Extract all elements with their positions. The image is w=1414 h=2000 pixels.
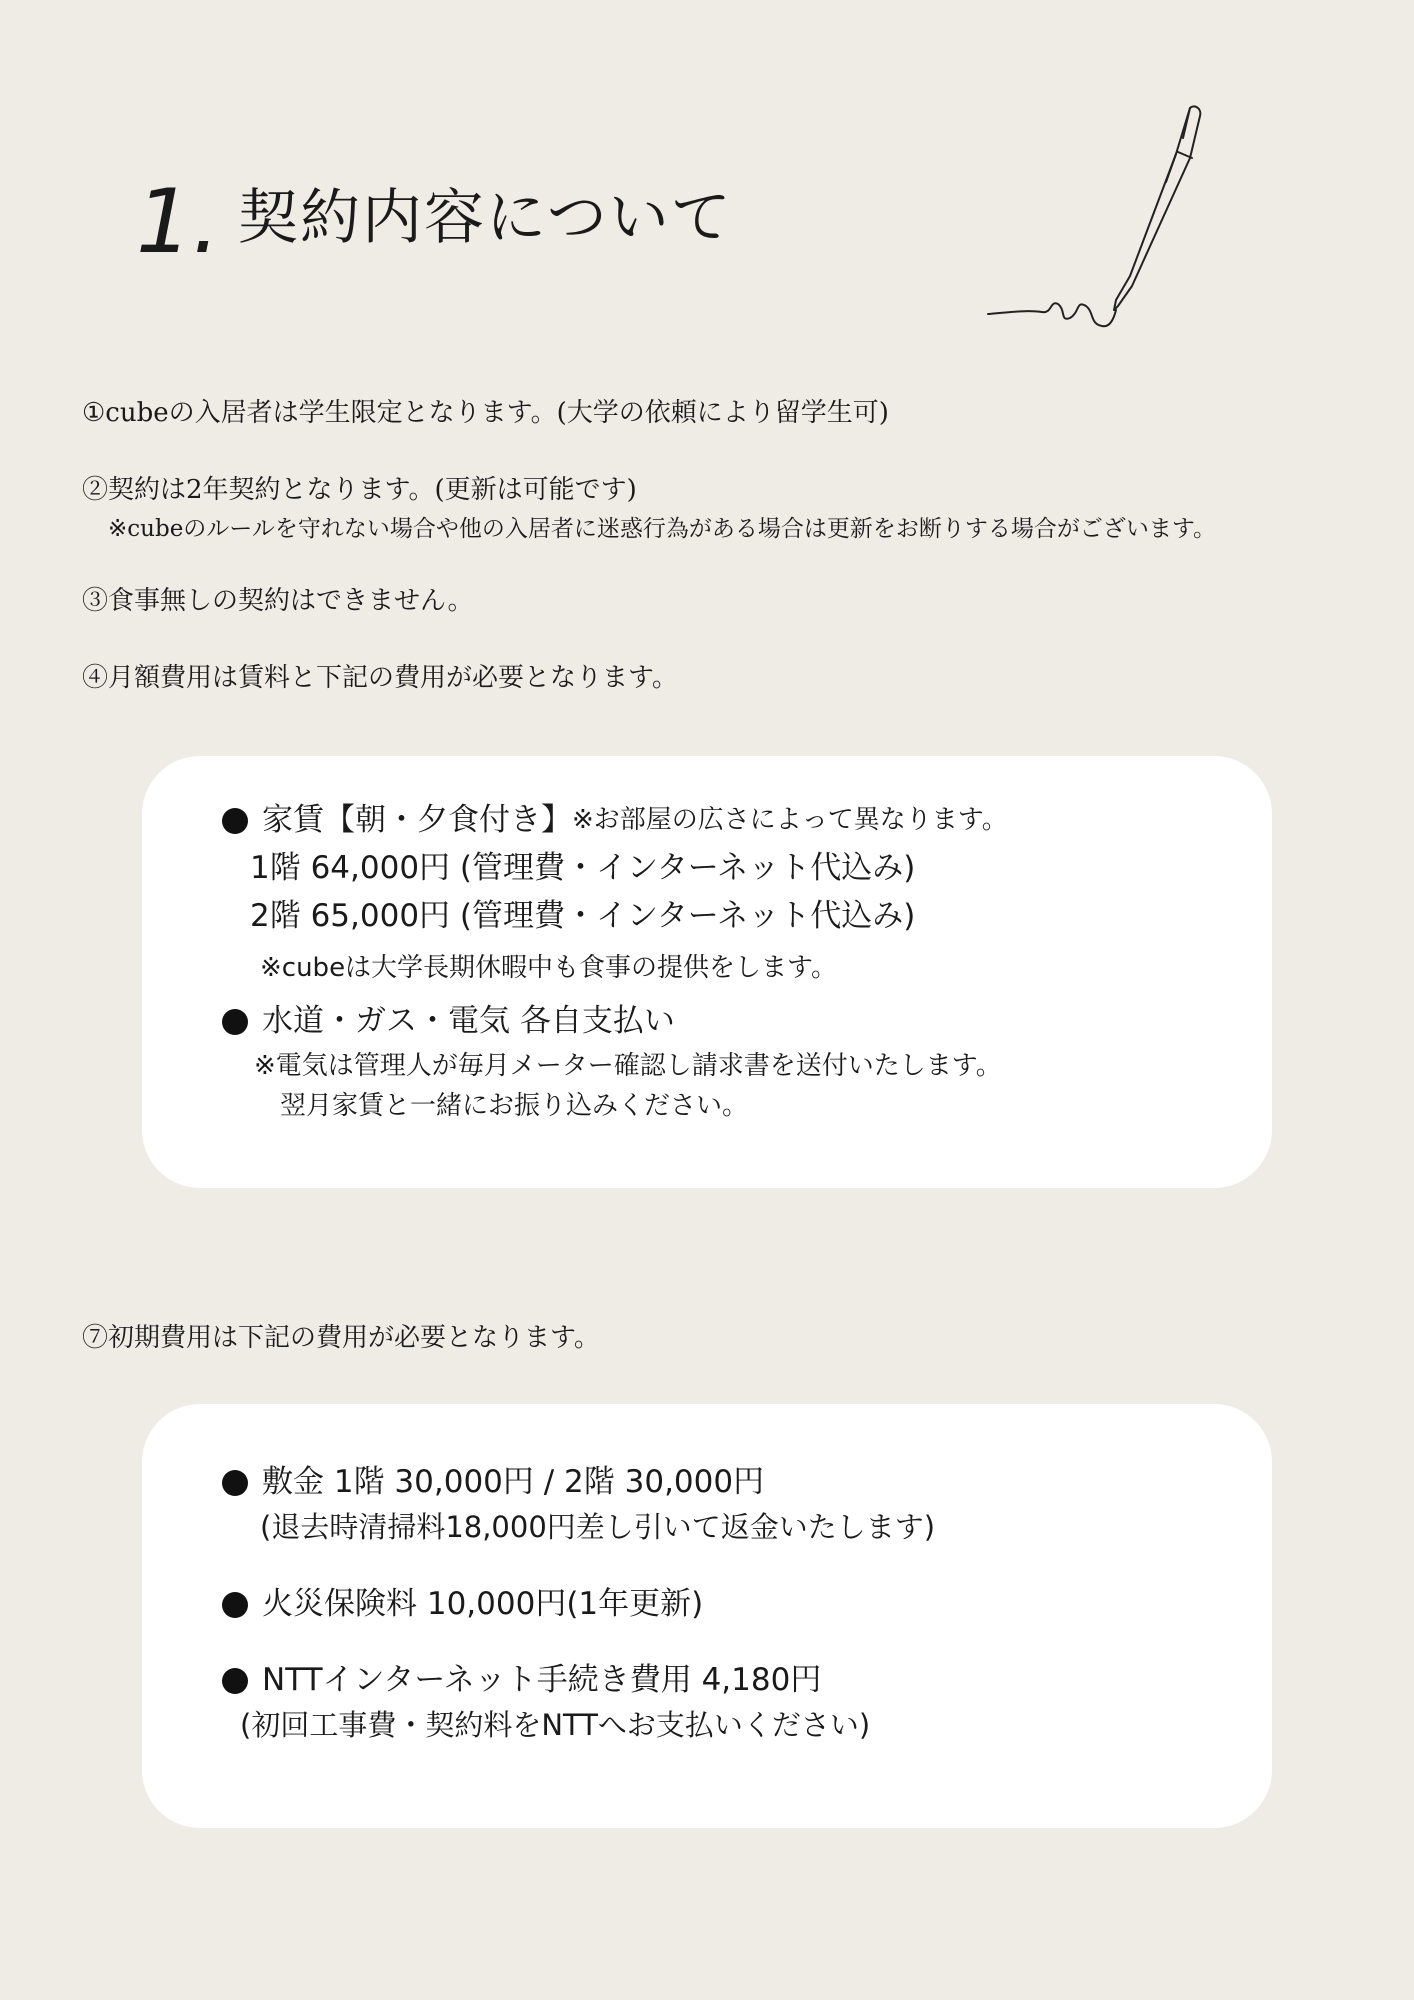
- rent-floor-1: 1階 64,000円 (管理費・インターネット代込み): [250, 850, 916, 886]
- bullet-icon: [222, 808, 248, 834]
- pen-icon: [980, 100, 1230, 350]
- ntt-note: (初回工事費・契約料をNTTへお支払いください): [240, 1708, 871, 1742]
- item-3: ③食事無しの契約はできません。: [82, 586, 474, 616]
- vacation-note: ※cubeは大学長期休暇中も食事の提供をします。: [260, 953, 837, 983]
- rent-floor-2: 2階 65,000円 (管理費・インターネット代込み): [250, 898, 916, 934]
- deposit-row: [222, 1464, 764, 1501]
- item-2-note: ※cubeのルールを守れない場合や他の入居者に迷惑行為がある場合は更新をお断りする場合がございます。: [108, 516, 1217, 542]
- deposit-label: 敷金 1階 30,000円 / 2階 30,000円: [262, 1464, 765, 1500]
- utilities-row: [222, 1003, 675, 1040]
- section-title: 契約内容について: [238, 183, 733, 253]
- item-7: ⑦初期費用は下記の費用が必要となります。: [82, 1323, 600, 1353]
- bullet-icon: [222, 1592, 248, 1618]
- electric-note-2: 翌月家賃と一緒にお振り込みください。: [280, 1091, 749, 1121]
- monthly-costs-panel: [142, 756, 1272, 1188]
- bullet-icon: [222, 1009, 248, 1035]
- rent-label: 家賃【朝・夕食付き】: [262, 802, 572, 838]
- bullet-icon: [222, 1470, 248, 1496]
- ntt-label: NTTインターネット手続き費用 4,180円: [262, 1662, 822, 1698]
- item-4: ④月額費用は賃料と下記の費用が必要となります。: [82, 663, 678, 693]
- bullet-icon: [222, 1668, 248, 1694]
- item-2: ②契約は2年契約となります。(更新は可能です): [82, 475, 637, 505]
- insurance-label: 火災保険料 10,000円(1年更新): [262, 1586, 704, 1622]
- ntt-row: [222, 1662, 821, 1699]
- section-number: 1.: [136, 170, 220, 273]
- item-1: ①cubeの入居者は学生限定となります。(大学の依頼により留学生可): [82, 398, 889, 428]
- utilities-label: 水道・ガス・電気 各自支払い: [262, 1003, 675, 1039]
- insurance-row: [222, 1586, 703, 1623]
- rent-row: [222, 802, 1008, 839]
- deposit-note: (退去時清掃料18,000円差し引いて返金いたします): [260, 1510, 936, 1544]
- initial-costs-panel: [142, 1404, 1272, 1828]
- rent-note: ※お部屋の広さによって異なります。: [572, 805, 1008, 835]
- electric-note-1: ※電気は管理人が毎月メーター確認し請求書を送付いたします。: [254, 1051, 1002, 1081]
